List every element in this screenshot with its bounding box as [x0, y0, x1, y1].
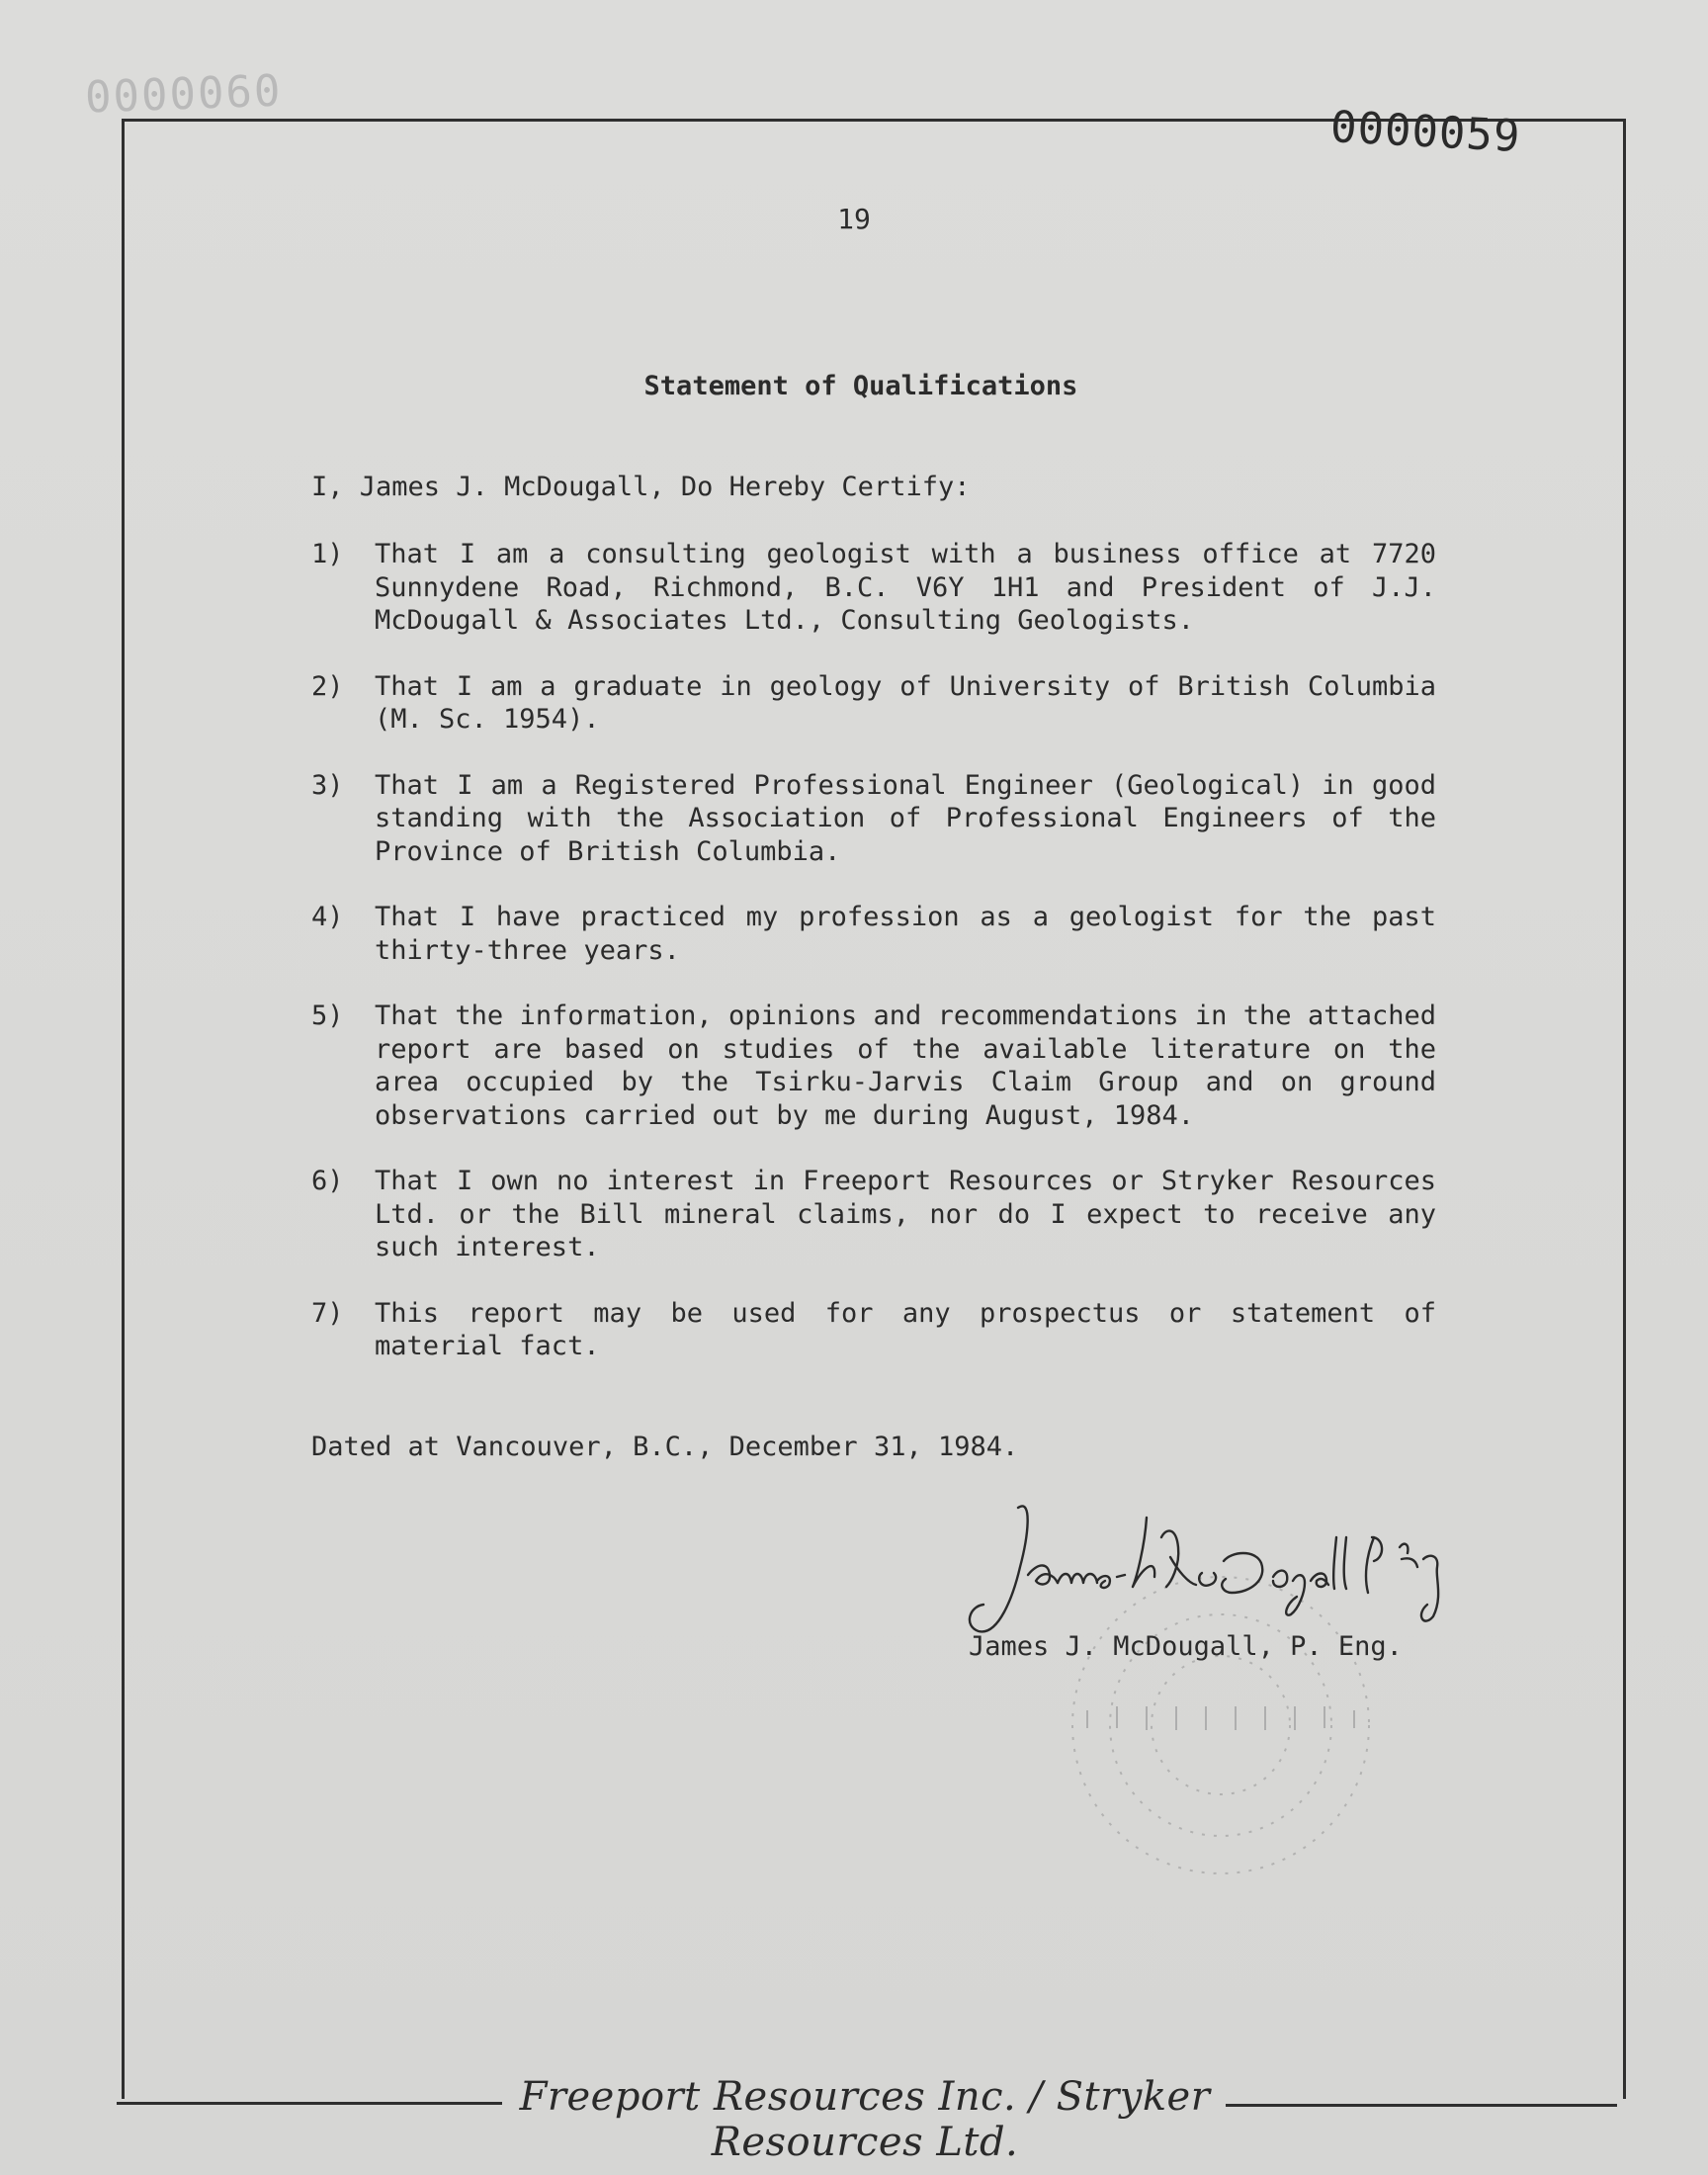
item-text: That I own no interest in Freeport Resources or Stryker Resources Ltd. or the Bill mineral claims, nor do I expect to receive any such interest. [375, 1166, 1436, 1262]
item-text: That I am a consulting geologist with a business office at 7720 Sunnydene Road, Richmond, B.C. V6Y 1H1 and President of J.J. McDougall & Associates Ltd., Consulting Geologists. [375, 539, 1436, 636]
qualification-item [311, 538, 1436, 638]
qualification-item [311, 670, 1436, 737]
item-text: That I am a graduate in geology of University of British Columbia (M. Sc. 1954). [375, 670, 1436, 735]
qualification-list [311, 538, 1436, 1396]
qualification-item [311, 1165, 1436, 1264]
footer-company-names: Freeport Resources Inc. / Stryker Resources Ltd. [519, 2074, 1211, 2165]
date-line: Dated at Vancouver, B.C., December 31, 1984. [311, 1432, 1019, 1462]
faint-document-number: 0000060 [84, 65, 284, 124]
item-number: 4) [311, 902, 344, 932]
item-text: That the information, opinions and recommendations in the attached report are based on studies of the available literature on the area occupied by the Tsirku-Jarvis Claim Group and on ground observations carried out by me during August, 1984. [375, 1000, 1436, 1131]
item-number: 5) [311, 1000, 344, 1031]
item-text: That I have practiced my profession as a geologist for the past thirty-three years. [375, 902, 1436, 966]
item-text: This report may be used for any prospectus or statement of material fact. [375, 1297, 1436, 1361]
footer-rule-right [1226, 2104, 1617, 2107]
document-number: 0000059 [1328, 101, 1522, 163]
footer-rule-left [117, 2102, 502, 2105]
item-number: 6) [311, 1166, 344, 1196]
handwritten-signature [959, 1498, 1473, 1646]
signer-name: James J. McDougall, P. Eng. [969, 1631, 1403, 1662]
item-number: 3) [311, 769, 344, 801]
item-number: 1) [311, 539, 344, 569]
qualification-item [311, 901, 1436, 967]
item-number: 2) [311, 670, 344, 702]
qualification-item [311, 769, 1436, 869]
qualification-item [311, 1297, 1436, 1363]
item-number: 7) [311, 1297, 344, 1329]
document-title: Statement of Qualifications [643, 371, 1078, 401]
certification-intro: I, James J. McDougall, Do Hereby Certify: [311, 472, 971, 502]
page-number: 19 [837, 203, 871, 235]
item-text: That I am a Registered Professional Engineer (Geological) in good standing with the Association of Professional Engineers of the Province of British Columbia. [375, 769, 1436, 867]
qualification-item [311, 1000, 1436, 1132]
